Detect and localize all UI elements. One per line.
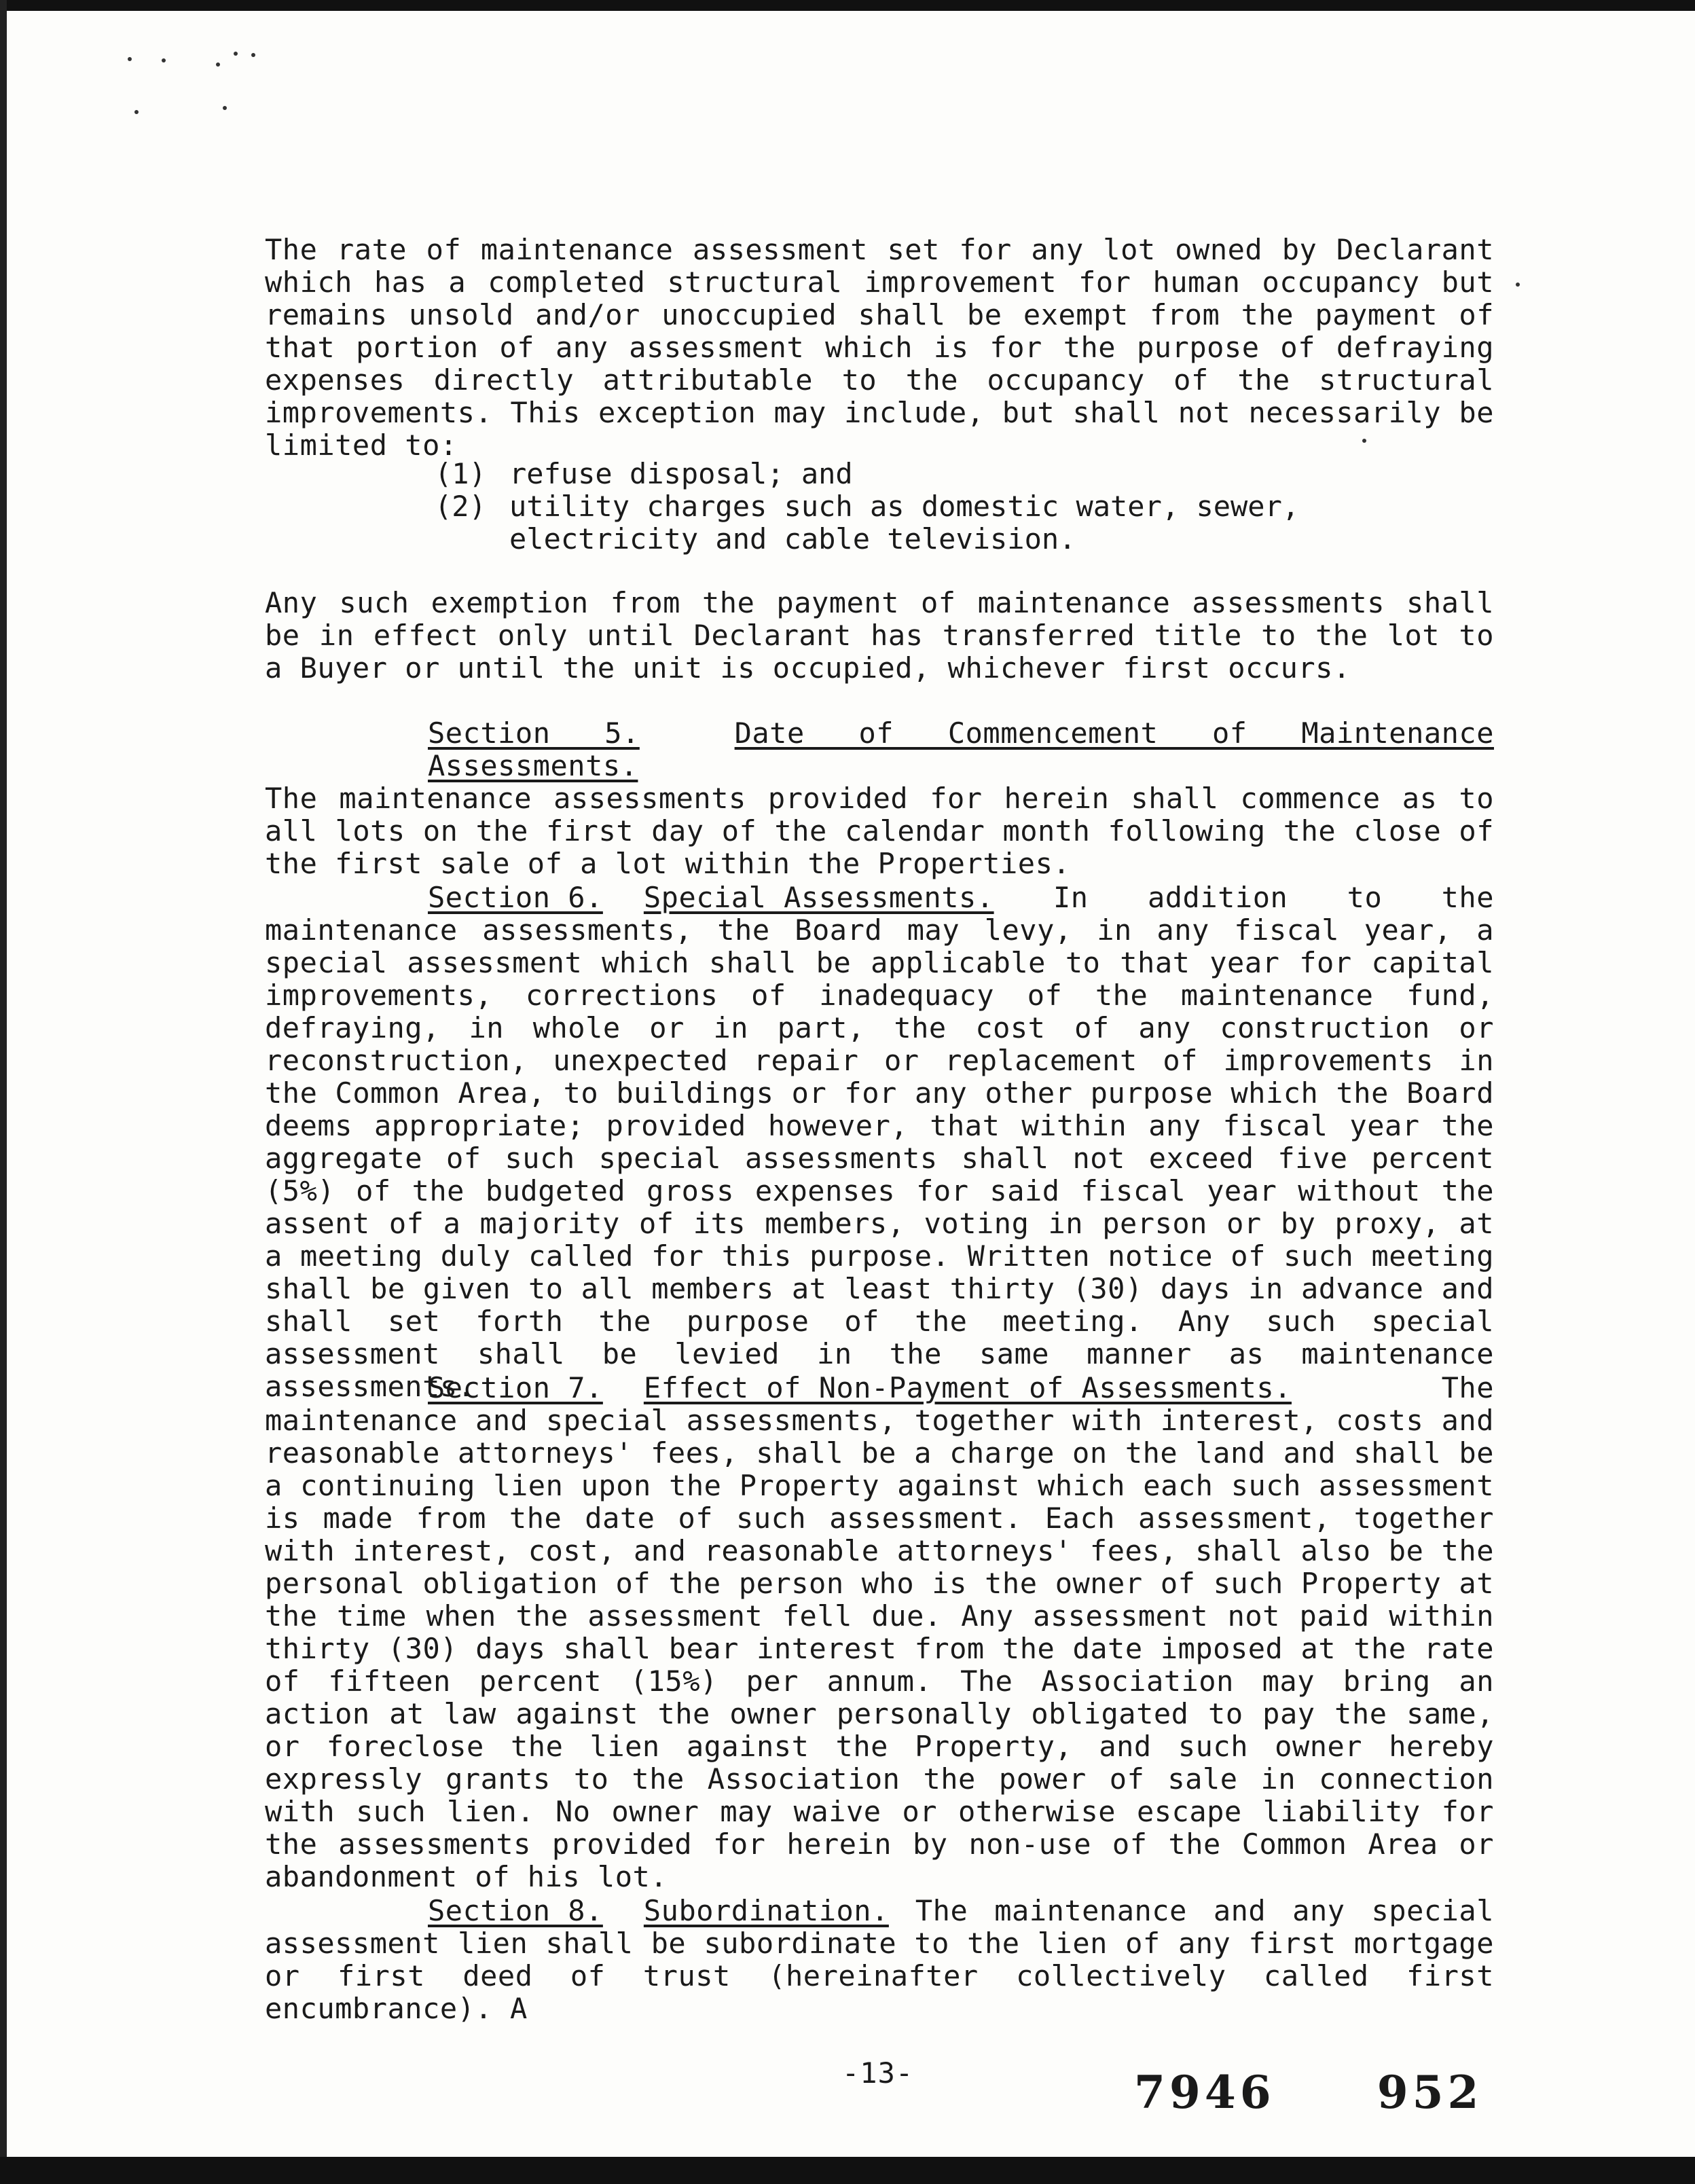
scan-speck <box>1516 283 1520 287</box>
scan-speck <box>223 106 227 110</box>
section-heading: Date of Commencement of Maintenance Assessments. <box>428 716 1494 782</box>
intro-paragraph: The rate of maintenance assessment set for any lot owned by Declarant which has a completed structural improvement for human occupancy but remains unsold and/or unoccupied shall be exempt from the payment of that portion of any assessment which is for the purpose of defraying expenses directly attributable to the occupancy of the structural improvements. This exception may include, but shall not necessarily be limited to: <box>265 233 1494 462</box>
list-item-text: utility charges such as domestic water, sewer, electricity and cable television. <box>509 490 1300 556</box>
exception-list <box>435 458 1494 556</box>
list-item <box>435 458 1494 490</box>
scan-edge-bottom <box>0 2157 1695 2184</box>
section-heading: Special Assessments. <box>643 881 994 914</box>
section-label: Section 7. <box>428 1371 603 1404</box>
section-7 <box>265 1372 1494 1893</box>
exemption-paragraph: Any such exemption from the payment of maintenance assessments shall be in effect only until Declarant has transferred title to the lot to a Buyer or until the unit is occupied, whichever first occurs. <box>265 586 1494 685</box>
section-label: Section 6. <box>428 881 603 914</box>
scan-speck <box>251 53 255 57</box>
section-text: In addition to the maintenance assessments, the Board may levy, in any fiscal year, a special assessment which shall be applicable to that year for capital improvements, corrections of inadequacy of the maintenance fund, defraying, in whole or in part, the cost of any construction or reconstruction, unexpected repair or replacement of improvements in the Common Area, to buildings or for any other purpose which the Board deems appropriate; provided however, that within any fiscal year the aggregate of such special assessments shall not exceed five percent (5%) of the budgeted gross expenses for said fiscal year without the assent of a majority of its members, voting in person or by proxy, at a meeting duly called for this purpose. Written notice of such meeting shall be given to all members at least thirty (30) days in advance and shall set forth the purpose of the meeting. Any such special assessment shall be levied in the same manner as maintenance assessments. <box>265 881 1494 1403</box>
section-heading-line <box>265 1895 889 1927</box>
document-stamp <box>1134 2066 1482 2119</box>
list-item <box>435 490 1494 556</box>
scan-speck <box>234 52 238 56</box>
section-label: Section 8. <box>428 1894 603 1927</box>
list-item-number: (2) <box>435 490 486 523</box>
scan-speck <box>216 62 220 67</box>
section-heading-line <box>265 1372 1292 1404</box>
list-item-number: (1) <box>435 457 486 490</box>
section-heading-line <box>265 717 1494 782</box>
section-heading-line <box>265 881 994 914</box>
stamp-page-number: 952 <box>1377 2066 1483 2119</box>
section-text: The maintenance assessments provided for herein shall commence as to all lots on the first day of the calendar month following the close of the first sale of a lot within the Properties. <box>265 782 1494 880</box>
stamp-book-number: 7946 <box>1134 2066 1275 2119</box>
section-text: The maintenance and any special assessment lien shall be subordinate to the lien of any first mortgage or first deed of trust (hereinafter collectively called first encumbrance). A <box>265 1894 1494 2025</box>
page-number: -13- <box>842 2056 914 2090</box>
scan-speck <box>162 58 166 62</box>
section-text: The maintenance and special assessments, together with interest, costs and reasonable attorneys' fees, shall be a charge on the land and shall be a continuing lien upon the Property against which each such assessment is made from the date of such assessment. Each assessment, together with interest, cost, and reasonable attorneys' fees, shall also be the personal obligation of the person who is the owner of such Property at the time when the assessment fell due. Any assessment not paid within thirty (30) days shall bear interest from the date imposed at the rate of fifteen percent (15%) per annum. The Association may bring an action at law against the owner personally obligated to pay the same, or foreclose the lien against the Property, and such owner hereby expressly grants to the Association the power of sale in connection with such lien. No owner may waive or otherwise escape liability for the assessments provided for herein by non-use of the Common Area or abandonment of his lot. <box>265 1371 1494 1893</box>
section-label: Section 5. <box>428 716 640 750</box>
section-6 <box>265 881 1494 1403</box>
section-8 <box>265 1895 1494 2025</box>
scan-speck <box>134 110 139 114</box>
scan-speck <box>128 57 132 61</box>
section-heading: Subordination. <box>643 1894 889 1927</box>
section-heading: Effect of Non-Payment of Assessments. <box>643 1371 1292 1404</box>
scan-edge-top <box>0 0 1695 11</box>
list-item-text: refuse disposal; and <box>509 457 853 490</box>
scan-edge-left <box>0 0 7 2184</box>
section-5 <box>265 717 1494 880</box>
